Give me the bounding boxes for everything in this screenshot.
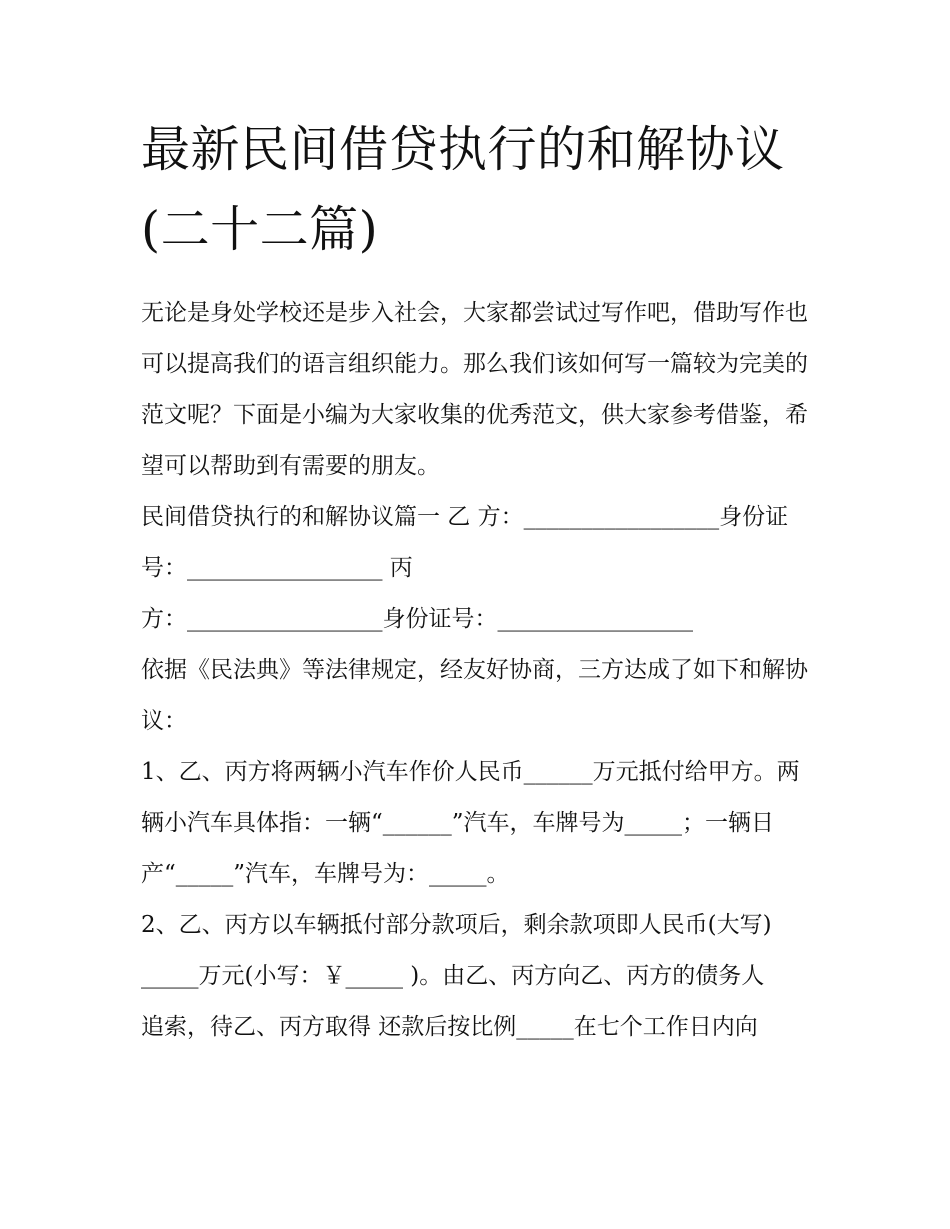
clause-2-paragraph: 2、乙、丙方以车辆抵付部分款项后，剩余款项即人民币(大写) _____万元(小写：￥_____ )。由乙、丙方向乙、丙方的债务人: [141, 912, 779, 989]
document-title: [141, 110, 821, 270]
title-line-1: 最新民间借贷执行的和解协议: [141, 121, 785, 178]
agreement-basis-paragraph: 依据《民法典》等法律规定，经友好协商，三方达成了如下和解协议：: [141, 657, 808, 734]
party-c-info-paragraph: 方：_________________身份证号：_________________: [141, 606, 693, 632]
intro-paragraph: 无论是身处学校还是步入社会，大家都尝试过写作吧，借助写作也可以提高我们的语言组织能力。那么我们该如何写一篇较为完美的范文呢？下面是小编为大家收集的优秀范文，供大家参考借鉴，希望可以帮助到有需要的朋友。: [141, 300, 808, 479]
party-b-info-paragraph: 民间借贷执行的和解协议篇一 乙 方：_________________身份证号：_________________ 丙: [141, 504, 789, 581]
title-line-2: (二十二篇): [141, 201, 379, 258]
document-page: [141, 110, 821, 1053]
document-body: [141, 288, 821, 1053]
clause-2-continuation-paragraph: 追索，待乙、丙方取得 还款后按比例_____在七个工作日内向: [141, 1014, 758, 1040]
clause-1-paragraph: 1、乙、丙方将两辆小汽车作价人民币______万元抵付给甲方。两辆小汽车具体指：一辆“______”汽车，车牌号为_____；一辆日产“_____”汽车，车牌号为：_____。: [141, 759, 800, 887]
